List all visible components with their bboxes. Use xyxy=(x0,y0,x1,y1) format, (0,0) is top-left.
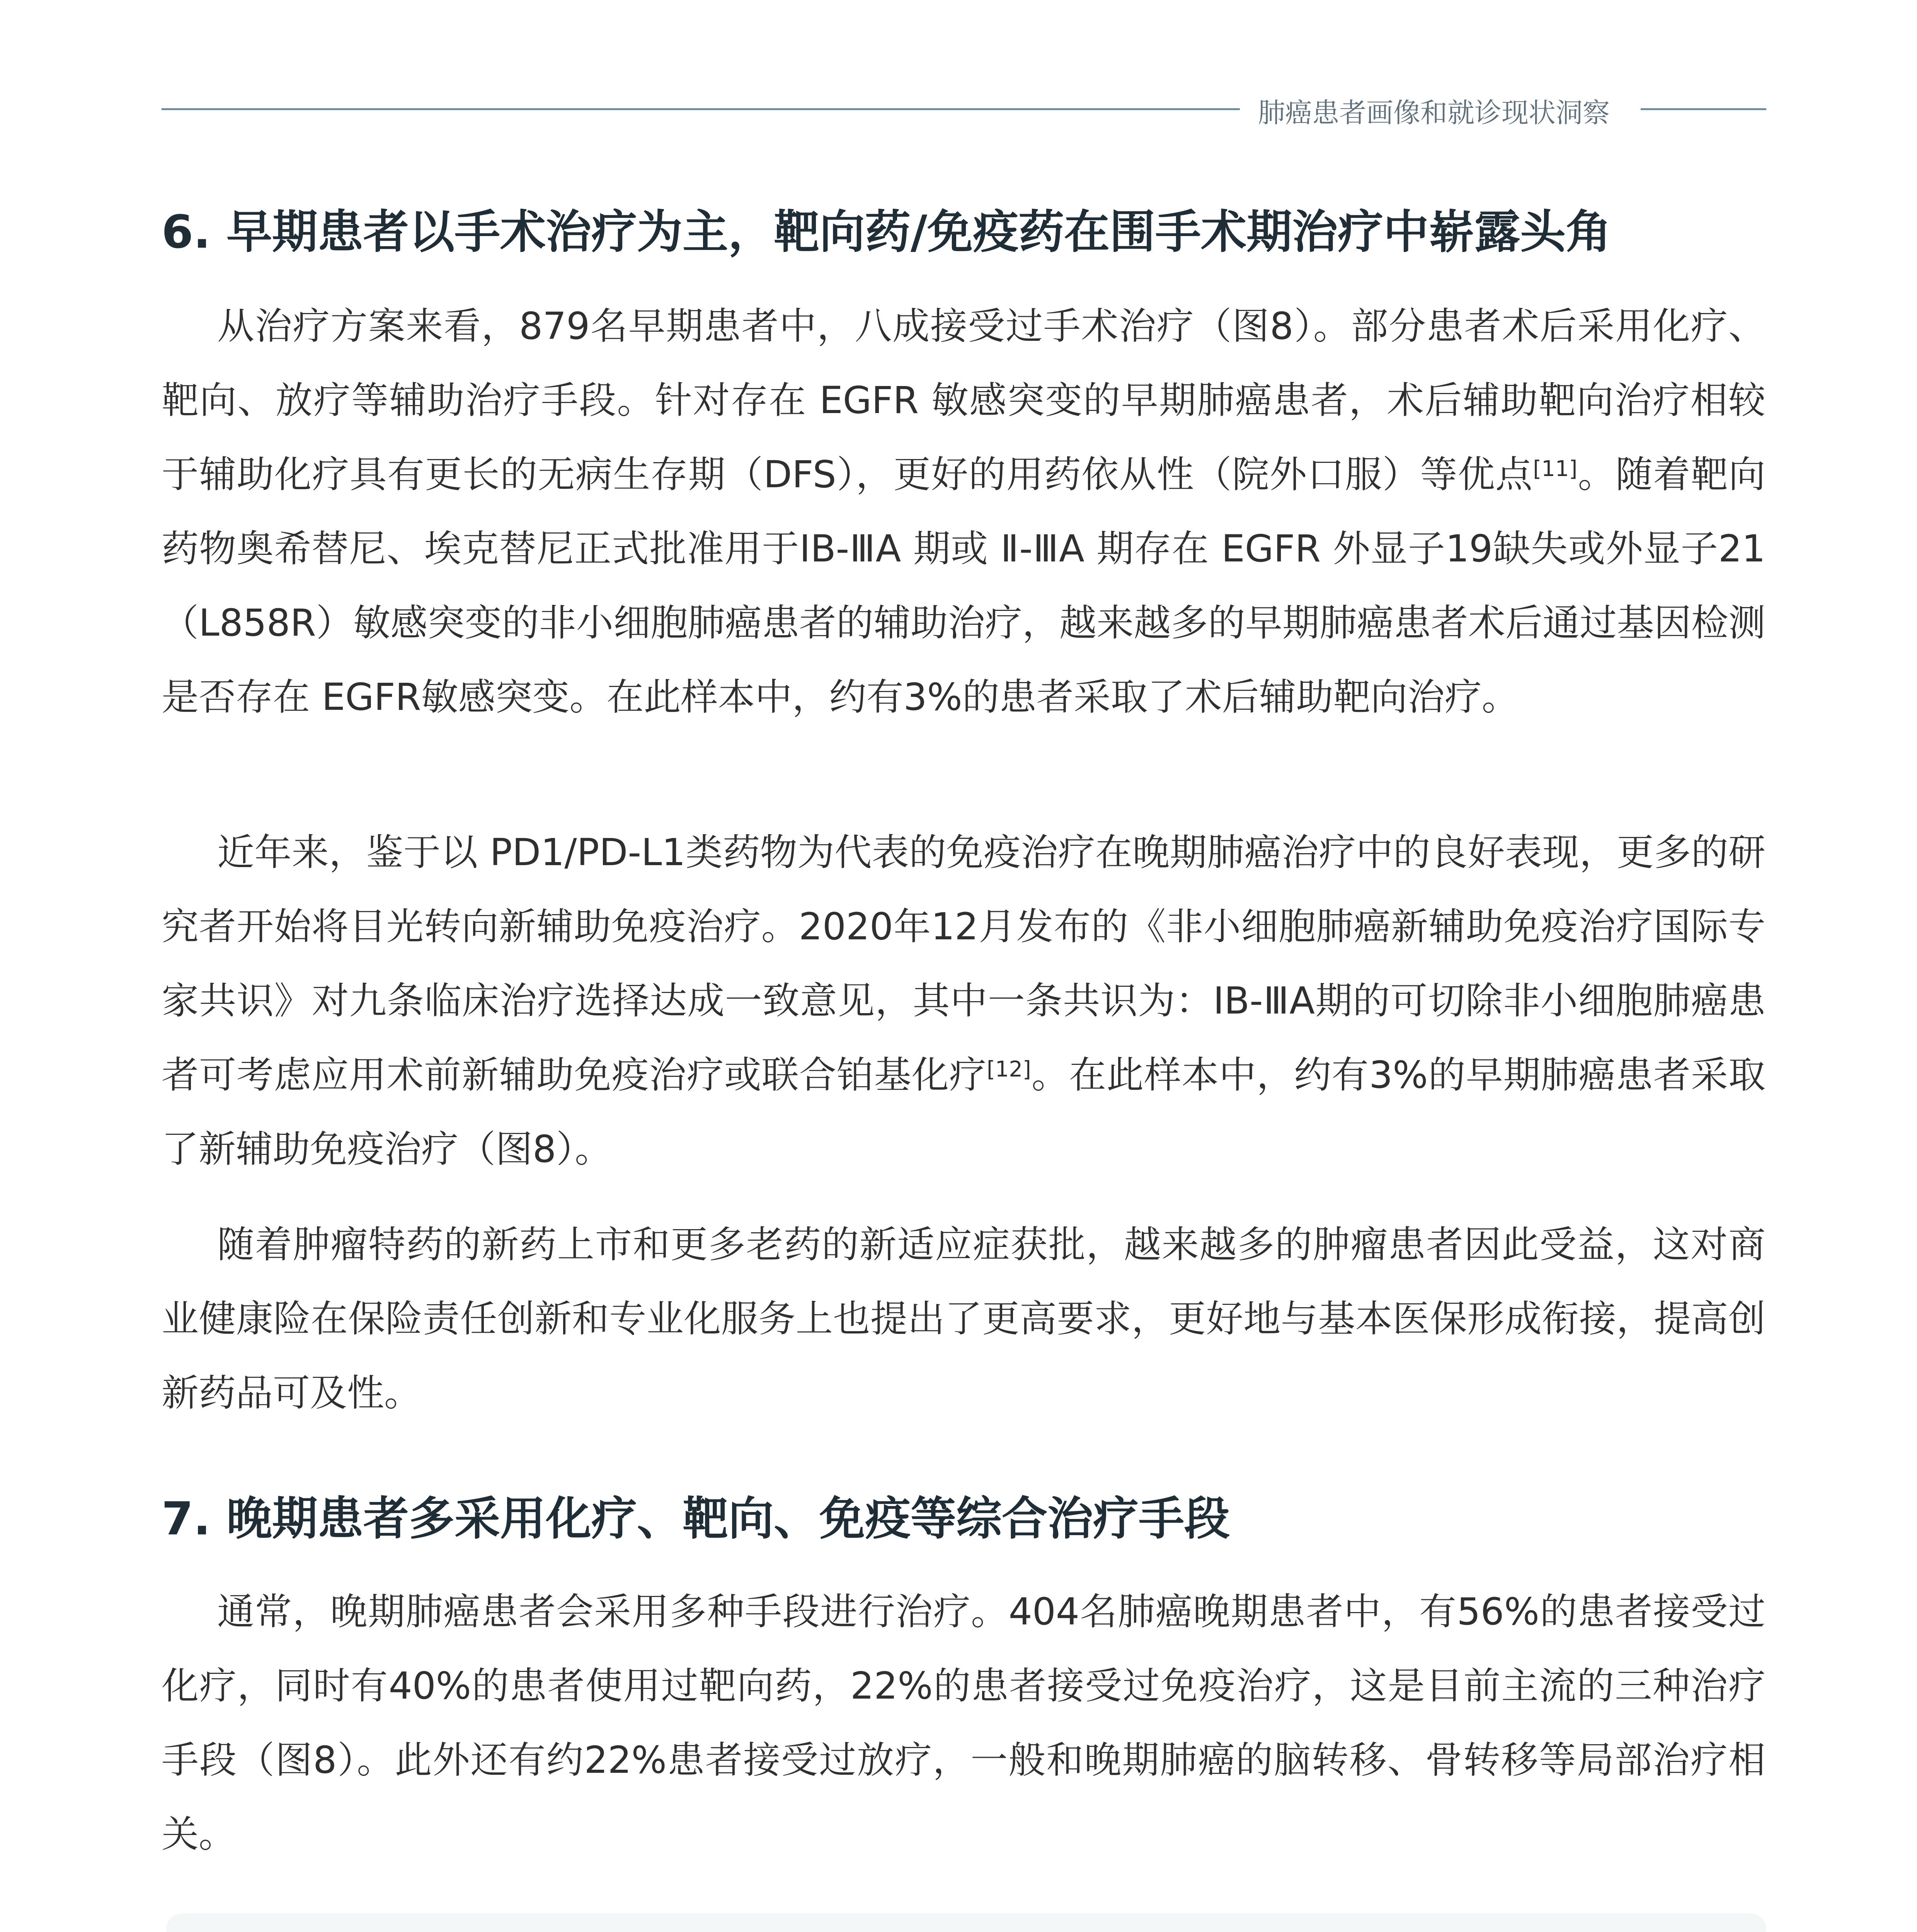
para-text: 近年来，鉴于以 PD1/PD-L1类药物为代表的免疫治疗在晚期肺癌治疗中的良好表现，更多的研究者开始将目光转向新辅助免疫治疗。2020年12月发布的《非小细胞肺癌新辅助免疫治疗国际专家共识》对九条临床治疗选择达成一致意见，其中一条共识为：IB-ⅢA期的可切除非小细胞肺癌患者可考虑应用术前新辅助免疫治疗或联合铂基化疗 xyxy=(162,831,1765,1097)
para-text: 随着肿瘤特药的新药上市和更多老药的新适应症获批，越来越多的肿瘤患者因此受益，这对商业健康险在保险责任创新和专业化服务上也提出了更高要求，更好地与基本医保形成衔接，提高创新药品可及性。 xyxy=(162,1223,1765,1415)
section-6-heading: 6. 早期患者以手术治疗为主，靶向药/免疫药在围手术期治疗中崭露头角 xyxy=(162,205,1612,259)
para-text: 从治疗方案来看，879名早期患者中，八成接受过手术治疗（图8）。部分患者术后采用化疗、靶向、放疗等辅助治疗手段。针对存在 EGFR 敏感突变的早期肺癌患者，术后辅助靶向治疗相较于辅助化疗具有更长的无病生存期（DFS），更好的用药依从性（院外口服）等优点 xyxy=(162,304,1765,496)
para-text: 。随着靶向药物奥希替尼、埃克替尼正式批准用于IB-ⅢA 期或 Ⅱ-ⅢA 期存在 EGFR 外显子19缺失或外显子21（L858R）敏感突变的非小细胞肺癌患者的辅助治疗，越来越多的早期肺癌患者术后通过基因检测是否存在 EGFR敏感突变。在此样本中，约有3%的患者采取了术后辅助靶向治疗。 xyxy=(162,453,1766,719)
citation-11: [11] xyxy=(1533,456,1578,481)
para-text: 。在此样本中，约有3%的早期肺癌患者采取了新辅助免疫治疗（图8）。 xyxy=(162,1053,1766,1171)
section-7-heading: 7. 晚期患者多采用化疗、靶向、免疫等综合治疗手段 xyxy=(162,1492,1230,1545)
header-title: 肺癌患者画像和就诊现状洞察 xyxy=(1258,97,1610,129)
citation-12: [12] xyxy=(986,1057,1031,1082)
para-text: 通常，晚期肺癌患者会采用多种手段进行治疗。404名肺癌晚期患者中，有56%的患者接受过化疗，同时有40%的患者使用过靶向药，22%的患者接受过免疫治疗，这是目前主流的三种治疗手段（图8）。此外还有约22%患者接受过放疗，一般和晚期肺癌的脑转移、骨转移等局部治疗相关。 xyxy=(162,1590,1765,1856)
